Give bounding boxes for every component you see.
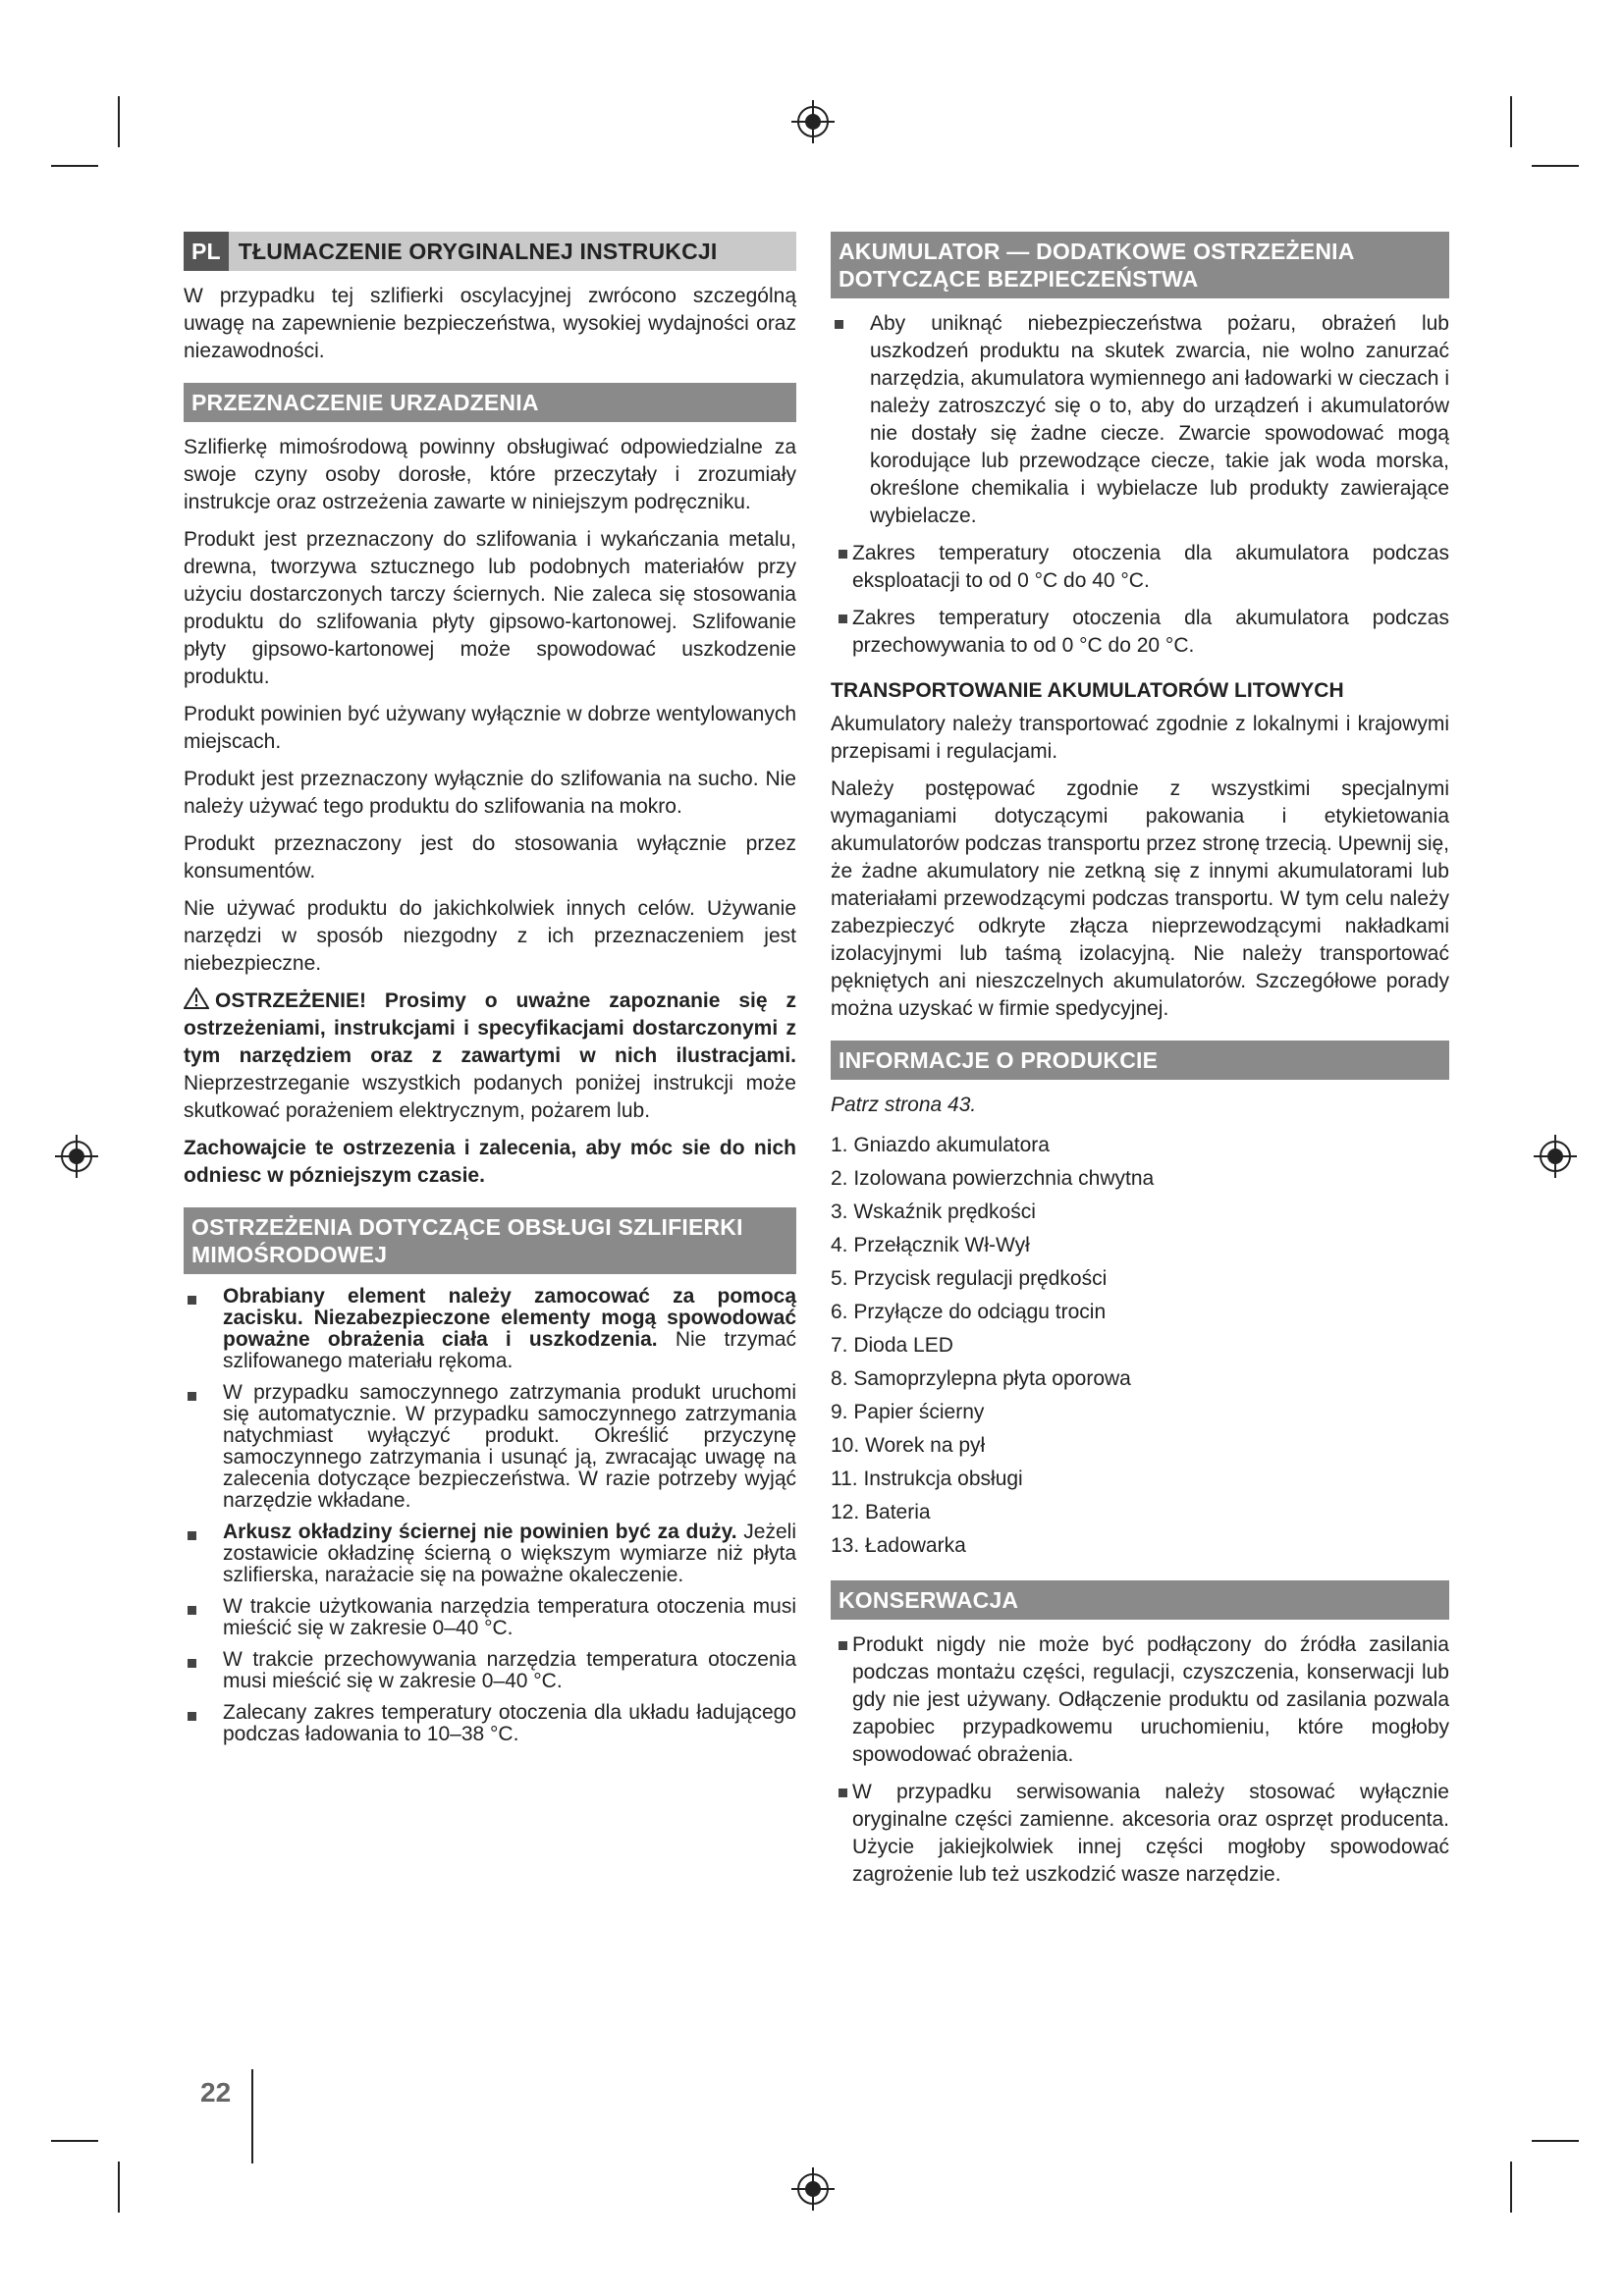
paragraph: Szlifierkę mimośrodową powinny obsługiwać odpowiedzialne za swoje czyny osoby dorosłe, które przeczytały i zrozumiały instrukcje oraz ostrzeżenia zawarte w niniejszym podręczniku. xyxy=(184,436,796,513)
bullet-item: Aby uniknąć niebezpieczeństwa pożaru, obrażeń lub uszkodzeń produktu na skutek zwarcia, nie wolno zanurzać narzędzia, akumulatora wymiennego ani ładowarki w cieczach i należy zatroszczyć się o to, aby do urządzeń i akumulatorów nie dostały się żadne ciecze. Zwarcie spowodować mogą korodujące lub przewodzące ciecze, takie jak woda morska, określone chemikalia i wybielacze lub produkty zawierające wybielacze. xyxy=(831,310,1449,530)
list-item: 11. Instrukcja obsługi xyxy=(831,1468,1023,1490)
list-item: 12. Bateria xyxy=(831,1501,931,1523)
list-item: 1. Gniazdo akumulatora xyxy=(831,1134,1050,1156)
bullet-item xyxy=(184,1702,796,1745)
bullet-item xyxy=(184,1286,796,1372)
transport-heading: TRANSPORTOWANIE AKUMULATORÓW LITOWYCH xyxy=(831,679,1344,702)
bullet-text: W przypadku samoczynnego zatrzymania produkt uruchomi się automatycznie. W przypadku samoczynnego zatrzymania natychmiast wyłączyć produkt. Określić przyczynę samoczynnego zatrzymania i usunąć ją, zwracając uwagę na zalecenia dotyczące bezpieczeństwa. W razie potrzeby wyjąć narzędzie wkładane. xyxy=(223,1381,796,1512)
header-title: TŁUMACZENIE ORYGINALNEJ INSTRUKCJI xyxy=(238,239,718,264)
registration-mark-icon xyxy=(791,2167,835,2211)
bullet-item xyxy=(184,1596,796,1639)
paragraph: Produkt przeznaczony jest do stosowania wyłącznie przez konsumentów. xyxy=(184,832,796,882)
intro-paragraph: W przypadku tej szlifierki oscylacyjnej zwrócono szczególną uwagę na zapewnienie bezpieczeństwa, wysokiej wydajności oraz niezawodności. xyxy=(184,285,796,362)
paragraph: Produkt jest przeznaczony wyłącznie do szlifowania na sucho. Nie należy używać tego produktu do szlifowania na mokro. xyxy=(184,768,796,818)
crop-mark xyxy=(118,96,120,147)
crop-mark xyxy=(118,2162,120,2213)
registration-mark-icon xyxy=(1534,1135,1577,1178)
warning-text: Nieprzestrzeganie wszystkich podanych poniżej instrukcji może skutkować porażeniem elektrycznym, pożarem lub. xyxy=(184,1072,796,1122)
crop-mark xyxy=(1532,2140,1579,2142)
bullet-item: Zakres temperatury otoczenia dla akumulatora podczas przechowywania to od 0 °C do 20 °C. xyxy=(831,605,1449,660)
bullet-item xyxy=(184,1649,796,1692)
bullet-text: W trakcie użytkowania narzędzia temperatura otoczenia musi mieścić się w zakresie 0–40 °C. xyxy=(223,1595,796,1639)
bullet-text: W trakcie przechowywania narzędzia temperatura otoczenia musi mieścić się w zakresie 0–40 °C. xyxy=(223,1648,796,1692)
list-item: 5. Przycisk regulacji prędkości xyxy=(831,1267,1108,1290)
right-column xyxy=(831,232,1449,1898)
crop-mark xyxy=(1510,96,1512,147)
crop-mark xyxy=(1510,2162,1512,2213)
crop-mark xyxy=(51,165,98,167)
registration-mark-icon xyxy=(55,1135,98,1178)
section-header-battery: AKUMULATOR — DODATKOWE OSTRZEŻENIA DOTYCZĄCE BEZPIECZEŃSTWA xyxy=(831,232,1449,298)
header-original-instructions xyxy=(184,232,796,271)
section-header-purpose: PRZEZNACZENIE URZADZENIA xyxy=(184,383,796,422)
warning-triangle-icon xyxy=(184,988,209,1009)
bullet-text: Zalecany zakres temperatury otoczenia dla układu ładującego podczas ładowania to 10–38 °C. xyxy=(223,1701,796,1745)
page-number: 22 xyxy=(200,2077,232,2108)
see-page-text: Patrz strona 43. xyxy=(831,1094,977,1116)
bullet-item: Zakres temperatury otoczenia dla akumulatora podczas eksploatacji to od 0 °C do 40 °C. xyxy=(831,540,1449,595)
crop-mark xyxy=(1532,165,1579,167)
list-item: 9. Papier ścierny xyxy=(831,1401,985,1423)
list-item: 10. Worek na pył xyxy=(831,1434,986,1457)
bullet-item: Produkt nigdy nie może być podłączony do źródła zasilania podczas montażu części, regulacji, czyszczenia, konserwacji lub gdy nie jest używany. Odłączenie produktu od zasilania pozwala zapobiec przypadkowemu uruchomieniu, które mogłoby spowodować obrażenia. xyxy=(831,1631,1449,1769)
bullet-text: Jeżeli zostawicie okładzinę ścierną o większym wymiarze niż płyta szlifierska, narażacie się na poważne okaleczenie. xyxy=(223,1521,796,1586)
bullet-item xyxy=(184,1382,796,1512)
language-code: PL xyxy=(184,232,229,271)
parts-list xyxy=(831,1129,1449,1563)
list-item: 8. Samoprzylepna płyta oporowa xyxy=(831,1367,1131,1390)
keep-instructions-text: Zachowajcie te ostrzezenia i zalecenia, aby móc sie do nich odniesc w pózniejszym czasie. xyxy=(184,1137,796,1187)
registration-mark-icon xyxy=(791,100,835,143)
list-item: 13. Ładowarka xyxy=(831,1534,966,1557)
list-item: 7. Dioda LED xyxy=(831,1334,953,1357)
crop-mark xyxy=(51,2140,98,2142)
section-header-sander-warnings: OSTRZEŻENIA DOTYCZĄCE OBSŁUGI SZLIFIERKI MIMOŚRODOWEJ xyxy=(184,1207,796,1274)
bullet-item xyxy=(184,1522,796,1586)
bullet-bold-text: Obrabiany element należy zamocować za pomocą zacisku. Niezabezpieczone elementy mogą spowodować poważne obrażenia ciała i uszkodzenia. xyxy=(223,1285,796,1351)
section-header-maintenance: KONSERWACJA xyxy=(831,1580,1449,1620)
list-item: 6. Przyłącze do odciągu trocin xyxy=(831,1301,1107,1323)
bullet-item: W przypadku serwisowania należy stosować wyłącznie oryginalne części zamienne. akcesoria oraz osprzęt producenta. Użycie jakiejkolwiek innej części mogłoby spowodować zagrożenie lub też uszkodzić wasze narzędzie. xyxy=(831,1779,1449,1889)
page-number-divider xyxy=(251,2069,253,2163)
paragraph: Produkt powinien być używany wyłącznie w dobrze wentylowanych miejscach. xyxy=(184,703,796,753)
left-column xyxy=(184,232,796,1755)
bullet-bold-text: Arkusz okładziny ściernej nie powinien być za duży. xyxy=(223,1521,737,1543)
bullet-text: Nie trzymać szlifowanego materiału rękoma. xyxy=(223,1328,796,1372)
list-item: 4. Przełącznik Wł-Wył xyxy=(831,1234,1030,1256)
paragraph: Należy postępować zgodnie z wszystkimi specjalnymi wymaganiami dotyczącymi pakowania i etykietowania akumulatorów podczas transportu przez stronę trzecią. Upewnij się, że żadne akumulatory nie zetkną się z innymi akumulatorami lub materiałami przewodzącymi podczas transportu. W tym celu należy zabezpieczyć odkryte złącza nieprzewodzącymi nakładkami izolacyjnymi lub taśmą izolacyjną. Nie należy transportować pękniętych ani nieszczelnych akumulatorów. Szczegółowe porady można uzyskać w firmie spedycyjnej. xyxy=(831,777,1449,1020)
paragraph: Akumulatory należy transportować zgodnie z lokalnymi i krajowymi przepisami i regulacjami. xyxy=(831,713,1449,763)
list-item: 3. Wskaźnik prędkości xyxy=(831,1201,1036,1223)
see-page-note xyxy=(831,1092,1449,1119)
list-item: 2. Izolowana powierzchnia chwytna xyxy=(831,1167,1155,1190)
keep-instructions-note xyxy=(184,1135,796,1190)
warning-paragraph xyxy=(184,988,796,1125)
paragraph: Nie używać produktu do jakichkolwiek innych celów. Używanie narzędzi w sposób niezgodny z ich przeznaczeniem jest niebezpieczne. xyxy=(184,897,796,975)
paragraph: Produkt jest przeznaczony do szlifowania i wykańczania metalu, drewna, tworzywa sztucznego lub podobnych materiałów przy użyciu dostarczonych tarczy ściernych. Nie zaleca się stosowania produktu do szlifowania płyty gipsowo-kartonowej. Szlifowanie płyty gipsowo-kartonowej może spowodować uszkodzenie produktu. xyxy=(184,528,796,688)
warning-bold-text: OSTRZEŻENIE! Prosimy o uważne zapoznanie się z ostrzeżeniami, instrukcjami i specyfikacjami dostarczonymi z tym narzędziem oraz z zawartymi w nich ilustracjami. xyxy=(184,989,796,1067)
section-header-product-info: INFORMACJE O PRODUKCIE xyxy=(831,1041,1449,1080)
